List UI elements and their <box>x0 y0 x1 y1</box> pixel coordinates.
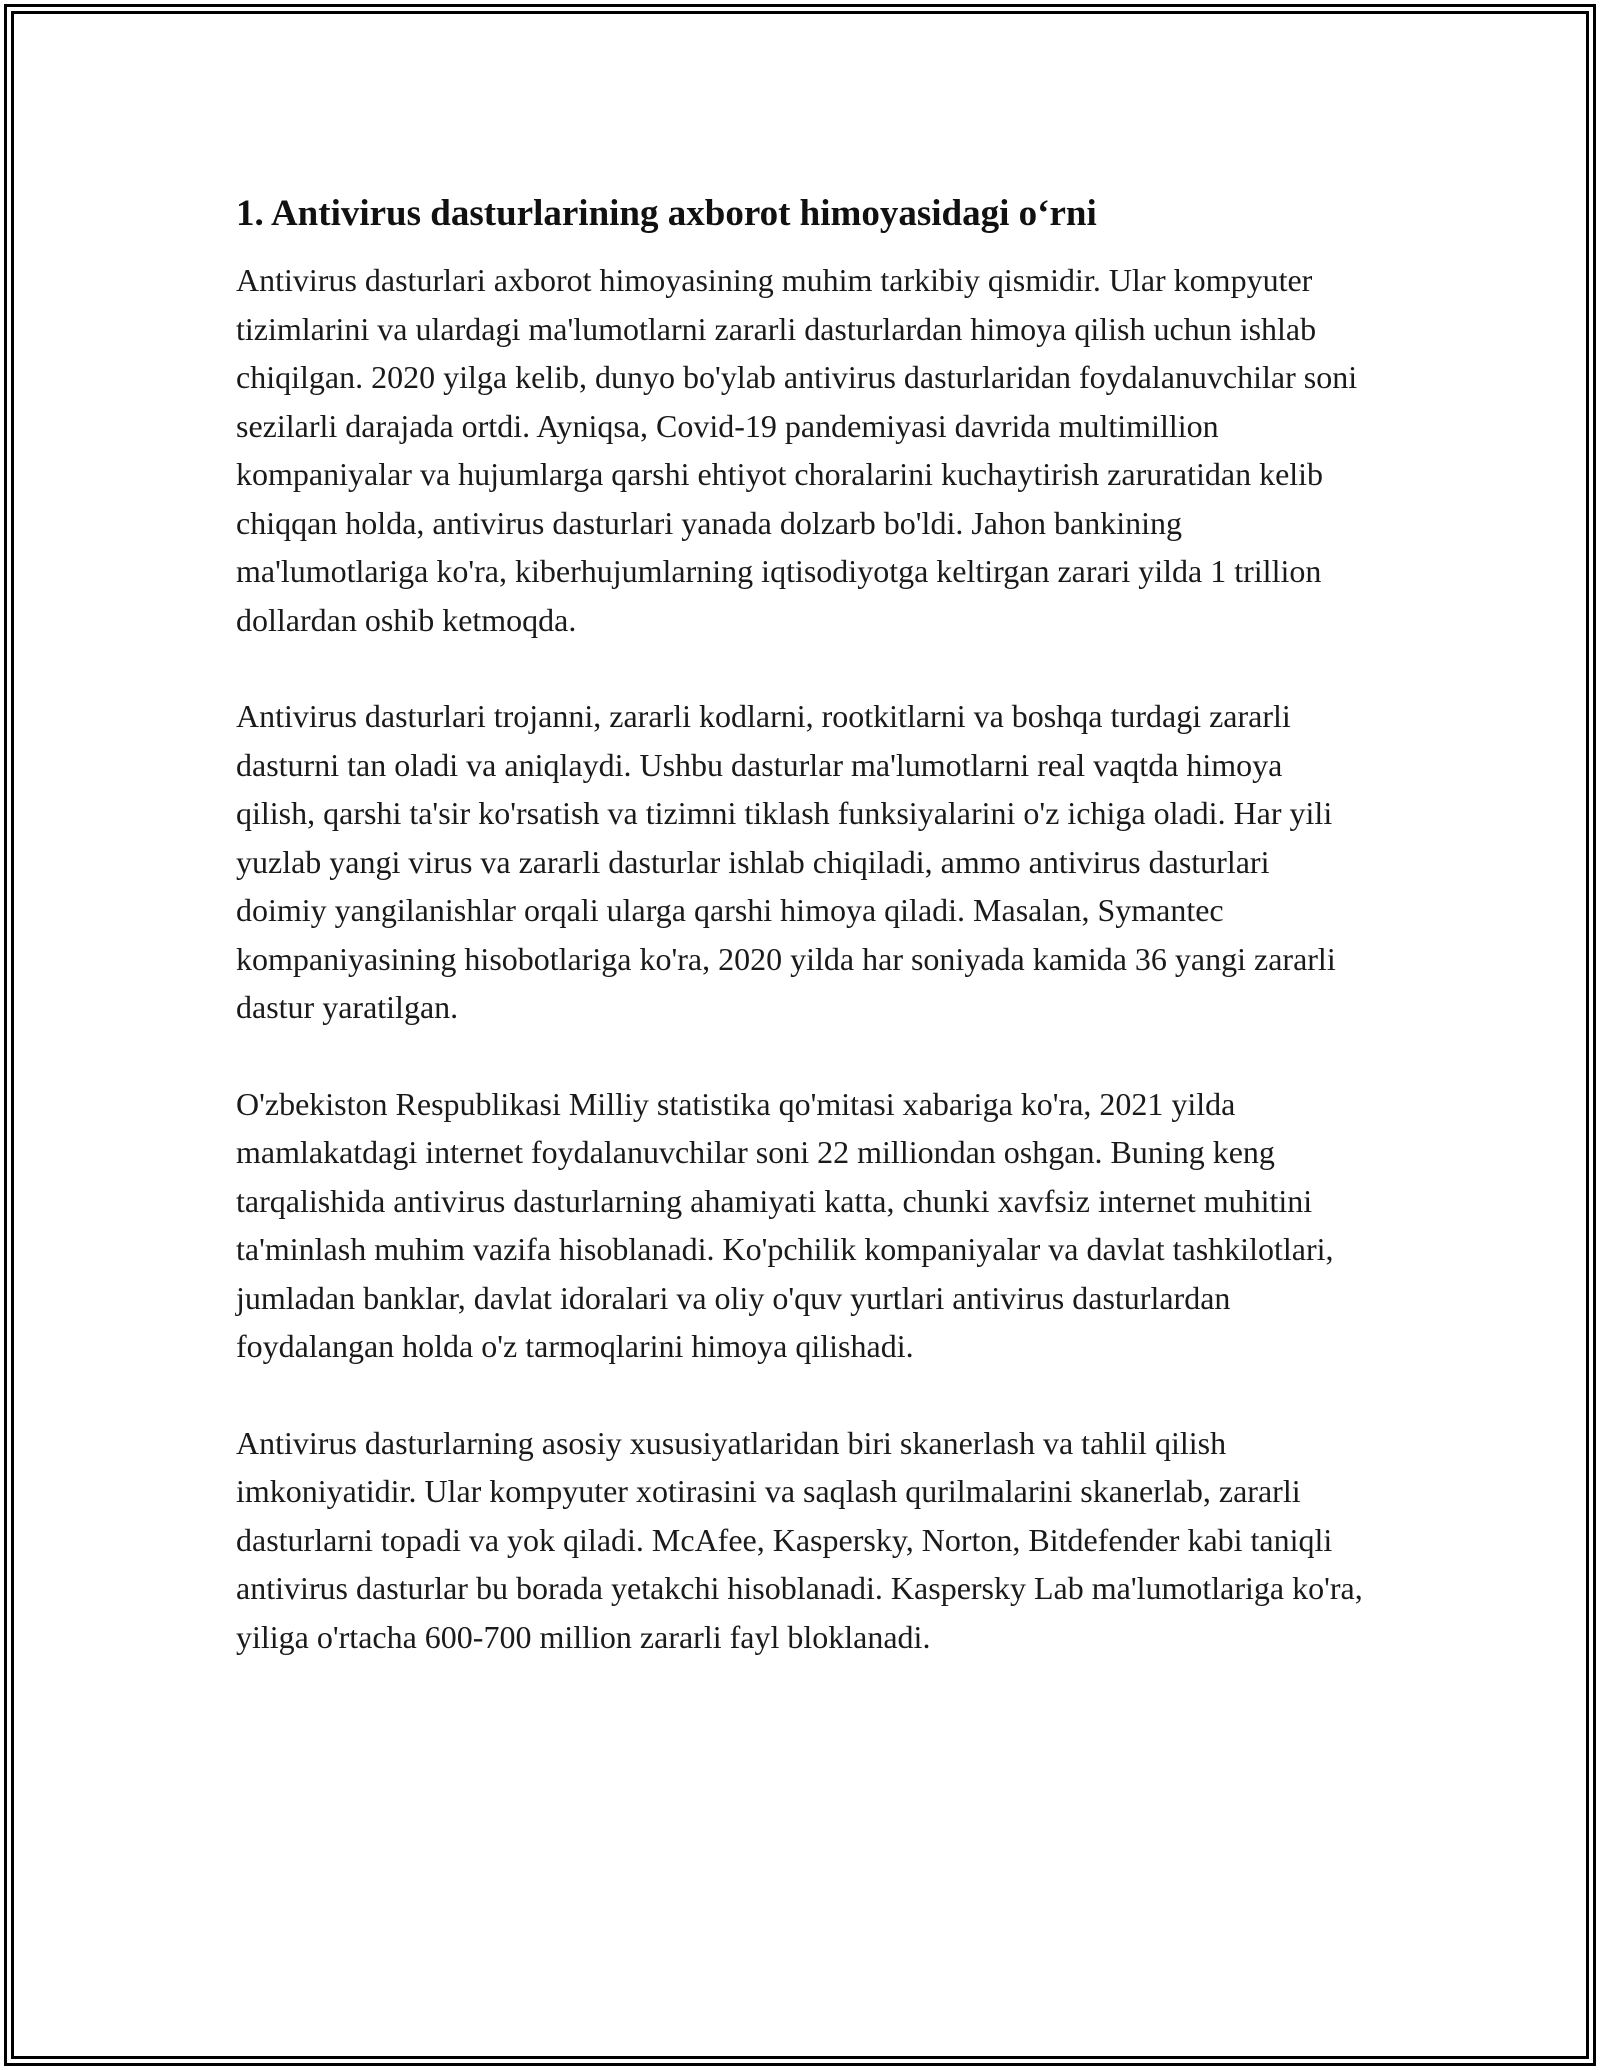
paragraph-2: Antivirus dasturlari trojanni, zararli kodlarni, rootkitlarni va boshqa turdagi zararli dasturni tan oladi va aniqlaydi. Ushbu dasturlar ma'lumotlarni real vaqtda himoya qilish, qarshi ta'sir ko'rsatish va tizimni tiklash funksiyalarini o'z ichiga oladi. Har yili yuzlab yangi virus va zararli dasturlar ishlab chiqiladi, ammo antivirus dasturlari doimiy yangilanishlar orqali ularga qarshi himoya qiladi. Masalan, Symantec kompaniyasining hisobotlariga ko'ra, 2020 yilda har soniyada kamida 36 yangi zararli dastur yaratilgan. <box>236 698 1336 1025</box>
paragraph-3: O'zbekiston Respublikasi Milliy statistika qo'mitasi xabariga ko'ra, 2021 yilda mamlakatdagi internet foydalanuvchilar soni 22 milliondan oshgan. Buning keng tarqalishida antivirus dasturlarning ahamiyati katta, chunki xavfsiz internet muhitini ta'minlash muhim vazifa hisoblanadi. Ko'pchilik kompaniyalar va davlat tashkilotlari, jumladan banklar, davlat idoralari va oliy o'quv yurtlari antivirus dasturlardan foydalangan holda o'z tarmoqlarini himoya qilishadi. <box>236 1085 1334 1364</box>
paragraph-1: Antivirus dasturlari axborot himoyasining muhim tarkibiy qismidir. Ular kompyuter tizimlarini va ulardagi ma'lumotlarni zararli dasturlardan himoya qilish uchun ishlab chiqilgan. 2020 yilga kelib, dunyo bo'ylab antivirus dasturlaridan foydalanuvchilar soni sezilarli darajada ortdi. Ayniqsa, Covid-19 pandemiyasi davrida multimillion kompaniyalar va hujumlarga qarshi ehtiyot choralarini kuchaytirish zaruratidan kelib chiqqan holda, antivirus dasturlari yanada dolzarb bo'ldi. Jahon bankining ma'lumotlariga ko'ra, kiberhujumlarning iqtisodiyotga keltirgan zarari yilda 1 trillion dollardan oshib ketmoqda. <box>236 262 1358 638</box>
paragraph-4: Antivirus dasturlarning asosiy xususiyatlaridan biri skanerlash va tahlil qilish imkoniyatidir. Ular kompyuter xotirasini va saqlash qurilmalarini skanerlab, zararli dasturlarni topadi va yok qiladi. McAfee, Kaspersky, Norton, Bitdefender kabi taniqli antivirus dasturlar bu borada yetakchi hisoblanadi. Kaspersky Lab ma'lumotlariga ko'ra, yiliga o'rtacha 600-700 million zararli fayl bloklanadi. <box>236 1424 1363 1655</box>
document-body <box>236 188 1366 1661</box>
section-title: 1. Antivirus dasturlarining axborot himoyasidagi o‘rni <box>236 193 1097 234</box>
